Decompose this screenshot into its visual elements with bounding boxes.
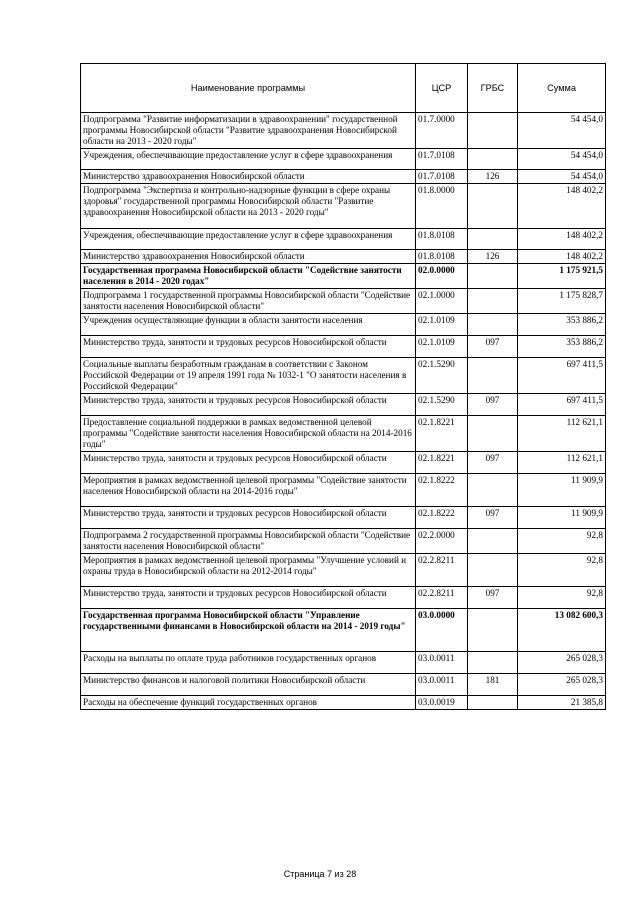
table-row <box>81 184 606 229</box>
cell-sum: 353 886,2 <box>518 336 606 358</box>
table-row <box>81 652 606 674</box>
cell-grbs <box>468 113 518 149</box>
cell-sum: 11 909,9 <box>518 507 606 529</box>
cell-grbs: 097 <box>468 507 518 529</box>
header-row <box>81 64 606 113</box>
cell-grbs <box>468 358 518 394</box>
cell-program-name: Министерство здравоохранения Новосибирской области <box>81 250 416 264</box>
cell-grbs <box>468 696 518 710</box>
cell-csr: 02.1.8222 <box>416 507 468 529</box>
cell-grbs: 126 <box>468 250 518 264</box>
cell-program-name: Предоставление социальной поддержки в рамках ведомственной целевой программы "Содействие занятости населения Новосибирской области на 2014-2016 годы" <box>81 416 416 452</box>
cell-grbs <box>468 314 518 336</box>
table-row <box>81 474 606 507</box>
table-row <box>81 170 606 184</box>
header-csr: ЦСР <box>416 64 468 113</box>
table-row <box>81 113 606 149</box>
table-row <box>81 289 606 314</box>
table-row <box>81 674 606 696</box>
table-row <box>81 416 606 452</box>
cell-grbs <box>468 289 518 314</box>
cell-grbs: 097 <box>468 587 518 609</box>
cell-sum: 54 454,0 <box>518 113 606 149</box>
cell-grbs <box>468 474 518 507</box>
cell-program-name: Министерство труда, занятости и трудовых ресурсов Новосибирской области <box>81 507 416 529</box>
cell-csr: 02.1.8221 <box>416 452 468 474</box>
cell-csr: 02.1.5290 <box>416 394 468 416</box>
cell-program-name: Расходы на выплаты по оплате труда работников государственных органов <box>81 652 416 674</box>
cell-csr: 02.0.0000 <box>416 264 468 289</box>
table-row <box>81 609 606 652</box>
cell-sum: 1 175 828,7 <box>518 289 606 314</box>
table-row <box>81 229 606 250</box>
page-number: Страница 7 из 28 <box>283 869 357 879</box>
cell-sum: 54 454,0 <box>518 149 606 170</box>
cell-csr: 02.1.0109 <box>416 314 468 336</box>
cell-grbs: 097 <box>468 452 518 474</box>
cell-grbs <box>468 229 518 250</box>
cell-grbs <box>468 184 518 229</box>
cell-sum: 11 909,9 <box>518 474 606 507</box>
cell-grbs: 181 <box>468 674 518 696</box>
cell-csr: 02.1.0000 <box>416 289 468 314</box>
cell-program-name: Мероприятия в рамках ведомственной целевой программы "Содействие занятости населения Новосибирской области на 2014-2016 годы" <box>81 474 416 507</box>
cell-sum: 92,8 <box>518 554 606 587</box>
cell-program-name: Подпрограмма 1 государственной программы Новосибирской области "Содействие занятости населения Новосибирской области" <box>81 289 416 314</box>
cell-program-name: Министерство труда, занятости и трудовых ресурсов Новосибирской области <box>81 394 416 416</box>
table-row <box>81 696 606 710</box>
cell-csr: 01.8.0000 <box>416 184 468 229</box>
cell-program-name: Мероприятия в рамках ведомственной целевой программы "Улучшение условий и охраны труда в Новосибирской области на 2012-2014 годы" <box>81 554 416 587</box>
cell-csr: 03.0.0011 <box>416 652 468 674</box>
cell-csr: 02.1.8222 <box>416 474 468 507</box>
table-body <box>81 113 606 710</box>
cell-sum: 21 385,8 <box>518 696 606 710</box>
table-row <box>81 554 606 587</box>
cell-program-name: Министерство труда, занятости и трудовых ресурсов Новосибирской области <box>81 587 416 609</box>
cell-grbs: 126 <box>468 170 518 184</box>
cell-csr: 02.2.8211 <box>416 587 468 609</box>
table-row <box>81 264 606 289</box>
cell-program-name: Учреждения, обеспечивающие предоставление услуг в сфере здравоохранения <box>81 229 416 250</box>
cell-grbs <box>468 149 518 170</box>
cell-grbs: 097 <box>468 336 518 358</box>
cell-sum: 112 621,1 <box>518 416 606 452</box>
cell-csr: 02.1.8221 <box>416 416 468 452</box>
cell-sum: 265 028,3 <box>518 674 606 696</box>
cell-sum: 13 082 600,3 <box>518 609 606 652</box>
table-row <box>81 507 606 529</box>
header-program-name: Наименование программы <box>81 64 416 113</box>
cell-sum: 92,8 <box>518 587 606 609</box>
cell-grbs <box>468 264 518 289</box>
cell-sum: 265 028,3 <box>518 652 606 674</box>
cell-program-name: Государственная программа Новосибирской области "Содействие занятости населения в 2014 - 2020 годах" <box>81 264 416 289</box>
cell-program-name: Учреждения осуществляющие функции в области занятости населения <box>81 314 416 336</box>
cell-sum: 148 402,2 <box>518 250 606 264</box>
table-header <box>81 64 606 113</box>
table-row <box>81 529 606 554</box>
cell-csr: 03.0.0011 <box>416 674 468 696</box>
cell-sum: 353 886,2 <box>518 314 606 336</box>
cell-program-name: Министерство труда, занятости и трудовых ресурсов Новосибирской области <box>81 336 416 358</box>
cell-csr: 02.1.0109 <box>416 336 468 358</box>
cell-grbs: 097 <box>468 394 518 416</box>
table-row <box>81 336 606 358</box>
table-row <box>81 452 606 474</box>
cell-sum: 697 411,5 <box>518 358 606 394</box>
cell-sum: 54 454,0 <box>518 170 606 184</box>
cell-grbs <box>468 652 518 674</box>
cell-grbs <box>468 416 518 452</box>
cell-csr: 01.7.0000 <box>416 113 468 149</box>
cell-program-name: Министерство здравоохранения Новосибирской области <box>81 170 416 184</box>
header-sum: Сумма <box>518 64 606 113</box>
cell-csr: 01.8.0108 <box>416 229 468 250</box>
cell-sum: 112 621,1 <box>518 452 606 474</box>
table-row <box>81 250 606 264</box>
cell-program-name: Государственная программа Новосибирской области "Управление государственными финансами в Новосибирской области на 2014 - 2019 годы" <box>81 609 416 652</box>
cell-csr: 02.2.0000 <box>416 529 468 554</box>
cell-program-name: Подпрограмма 2 государственной программы Новосибирской области "Содействие занятости населения Новосибирской области" <box>81 529 416 554</box>
cell-sum: 697 411,5 <box>518 394 606 416</box>
cell-csr: 02.1.5290 <box>416 358 468 394</box>
cell-sum: 1 175 921,5 <box>518 264 606 289</box>
cell-csr: 01.8.0108 <box>416 250 468 264</box>
cell-sum: 148 402,2 <box>518 184 606 229</box>
cell-sum: 92,8 <box>518 529 606 554</box>
table-row <box>81 587 606 609</box>
cell-csr: 03.0.0019 <box>416 696 468 710</box>
table-row <box>81 314 606 336</box>
cell-grbs <box>468 529 518 554</box>
cell-program-name: Социальные выплаты безработным гражданам в соответствии с Законом Российской Федерации от 19 апреля 1991 года № 1032-1 "О занятости населения в Российской Федерации" <box>81 358 416 394</box>
cell-program-name: Министерство труда, занятости и трудовых ресурсов Новосибирской области <box>81 452 416 474</box>
cell-csr: 01.7.0108 <box>416 170 468 184</box>
cell-csr: 01.7.0108 <box>416 149 468 170</box>
cell-program-name: Подпрограмма "Развитие информатизации в здравоохранении" государственной программы Новосибирской области "Развитие здравоохранения Новосибирской области на 2013 - 2020 годы" <box>81 113 416 149</box>
cell-grbs <box>468 554 518 587</box>
cell-csr: 02.2.8211 <box>416 554 468 587</box>
table-row <box>81 149 606 170</box>
cell-program-name: Учреждения, обеспечивающие предоставление услуг в сфере здравоохранения <box>81 149 416 170</box>
cell-program-name: Расходы на обеспечение функций государственных органов <box>81 696 416 710</box>
cell-program-name: Подпрограмма "Экспертиза и контрольно-надзорные функции в сфере охраны здоровья" государственной программы Новосибирской области "Развитие здравоохранения Новосибирской области на 2013 - 2020 годы" <box>81 184 416 229</box>
cell-sum: 148 402,2 <box>518 229 606 250</box>
header-grbs: ГРБС <box>468 64 518 113</box>
cell-grbs <box>468 609 518 652</box>
table-row <box>81 358 606 394</box>
budget-table <box>80 63 606 710</box>
cell-csr: 03.0.0000 <box>416 609 468 652</box>
table-row <box>81 394 606 416</box>
cell-program-name: Министерство финансов и налоговой политики Новосибирской области <box>81 674 416 696</box>
